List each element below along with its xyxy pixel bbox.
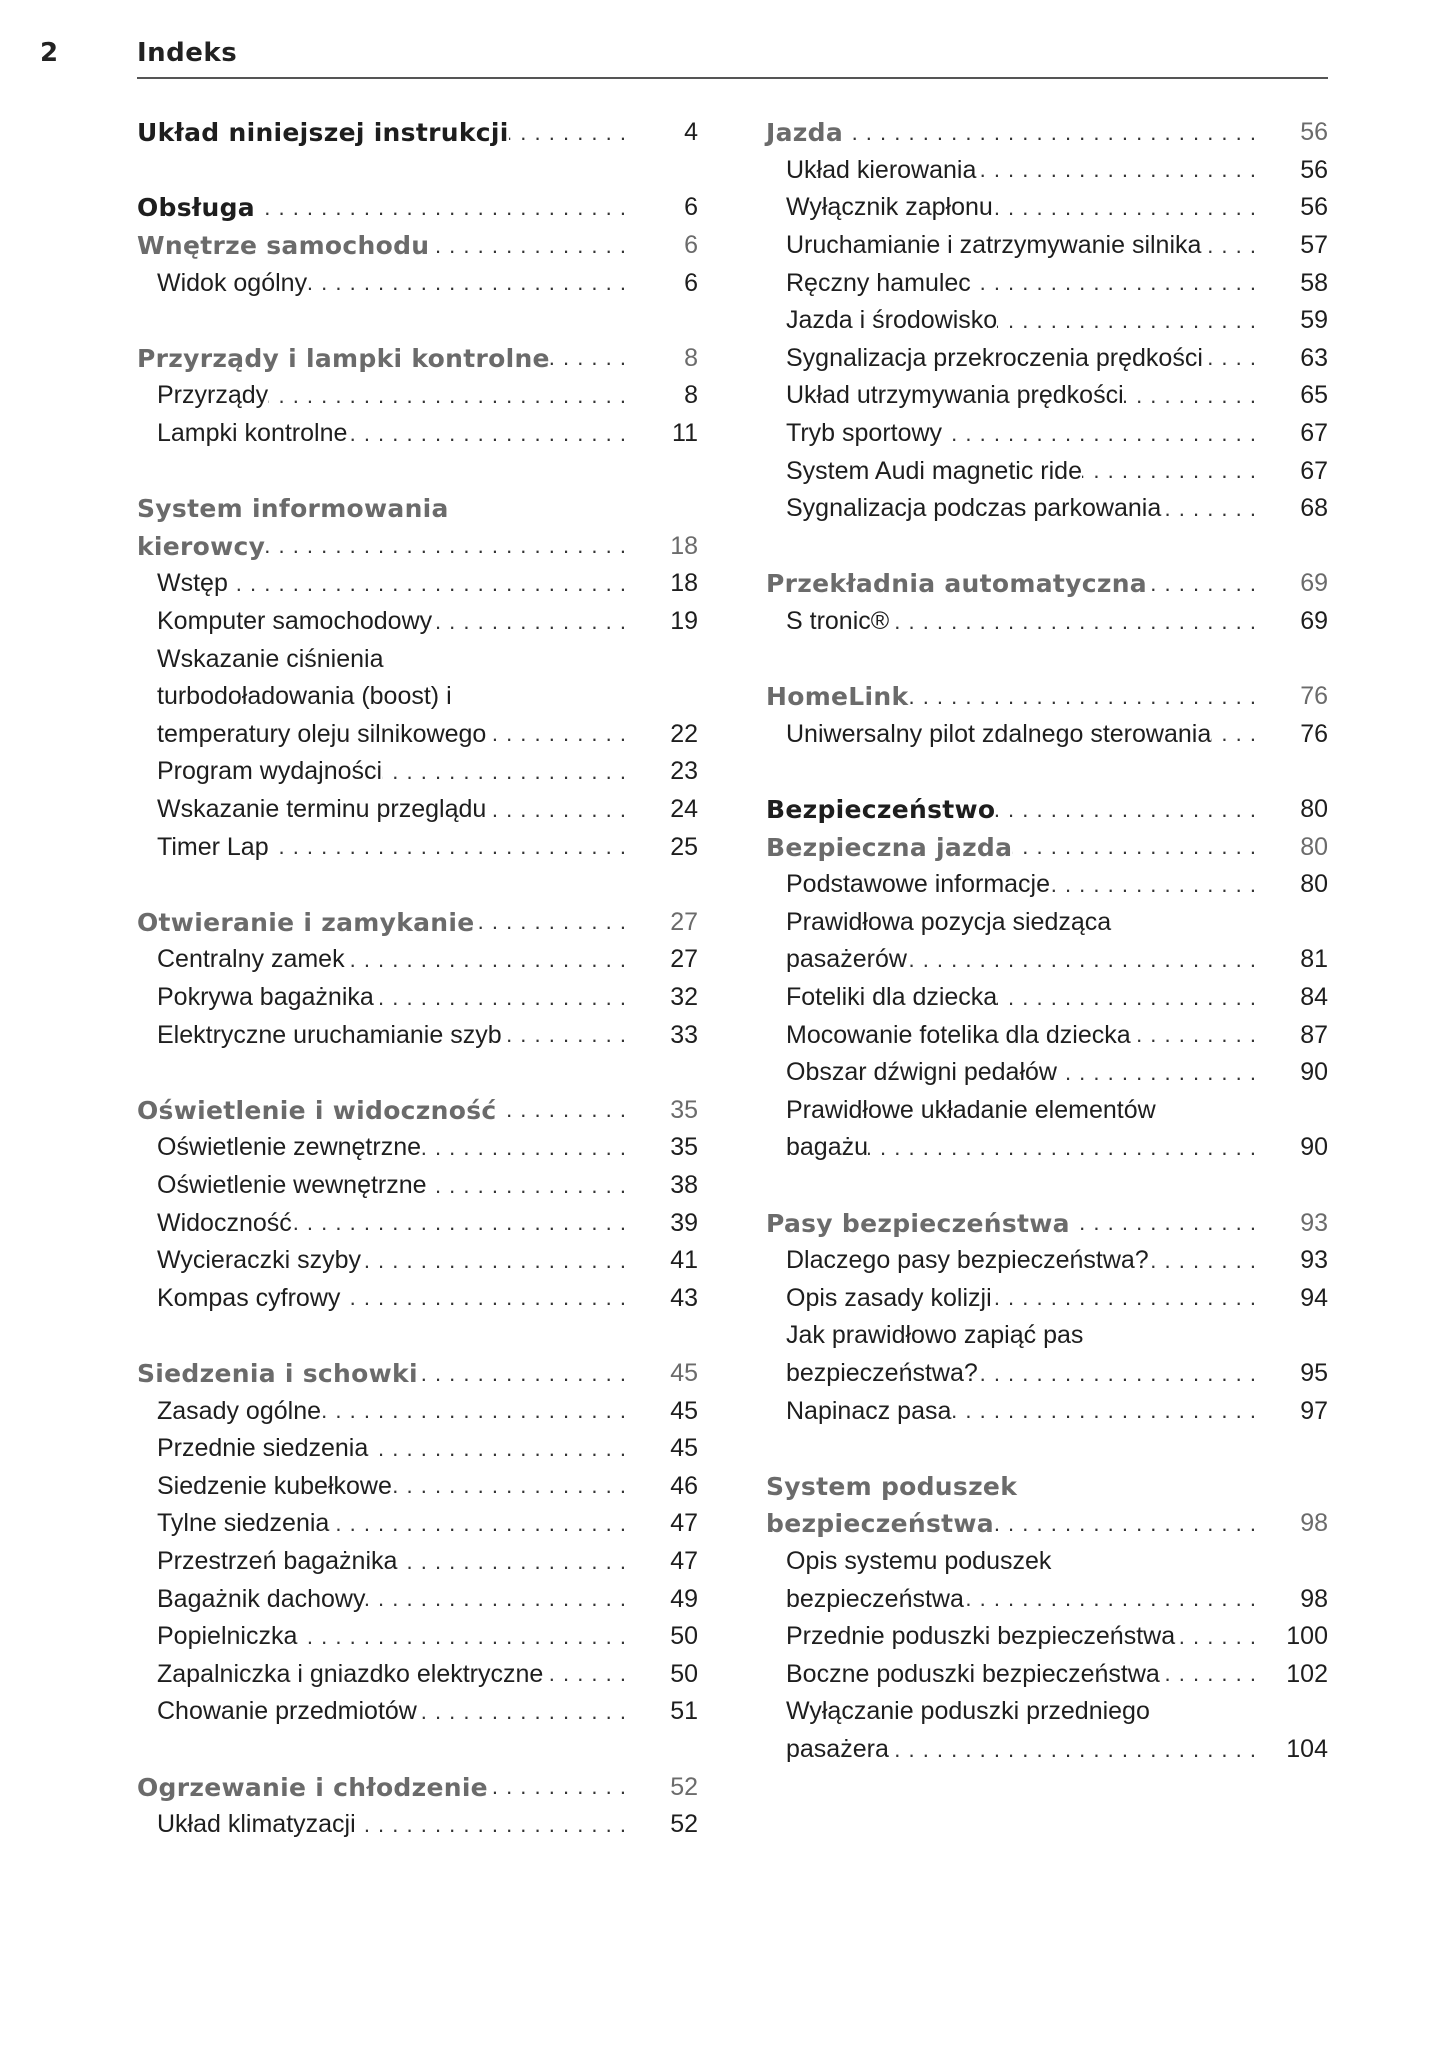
dot-leader	[340, 1285, 626, 1311]
toc-section-entry[interactable]	[766, 1505, 1328, 1543]
toc-entry[interactable]	[137, 565, 698, 603]
dot-leader	[432, 609, 626, 635]
dot-leader	[268, 383, 626, 409]
toc-page-number: 95	[1300, 1359, 1328, 1388]
toc-entry-title: Przyrządy	[157, 381, 269, 410]
dot-leader	[995, 797, 1256, 823]
toc-entry[interactable]	[137, 1430, 698, 1468]
toc-section-entry[interactable]	[766, 565, 1328, 603]
dot-leader	[255, 195, 626, 221]
toc-page-number: 27	[670, 945, 698, 974]
toc-entry[interactable]	[137, 1280, 698, 1318]
toc-entry[interactable]	[766, 904, 1328, 942]
toc-entry-title: Ogrzewanie i chłodzenie	[137, 1772, 488, 1802]
toc-entry[interactable]	[137, 678, 698, 716]
toc-page-number: 46	[670, 1471, 698, 1500]
toc-entry[interactable]	[137, 1505, 698, 1543]
dot-leader	[1175, 1624, 1256, 1650]
toc-page-number: 23	[670, 757, 698, 786]
dot-leader	[382, 759, 626, 785]
dot-leader	[992, 1285, 1256, 1311]
toc-page-number: 35	[670, 1133, 698, 1162]
toc-entry-title: Chowanie przedmiotów	[157, 1697, 417, 1726]
toc-entry[interactable]	[766, 1317, 1328, 1355]
toc-entry-title: pasażerów	[786, 945, 907, 974]
toc-entry[interactable]	[137, 640, 698, 678]
toc-page-number: 100	[1286, 1622, 1328, 1651]
toc-entry-title: Siedzenie kubełkowe	[157, 1471, 392, 1500]
toc-section-entry[interactable]	[137, 1355, 698, 1393]
dot-leader	[421, 1135, 626, 1161]
toc-section-entry[interactable]	[766, 828, 1328, 866]
toc-entry-title: Wycieraczki szyby	[157, 1246, 361, 1275]
toc-section-entry[interactable]	[766, 1204, 1328, 1242]
toc-entry-title: pasażera	[786, 1735, 889, 1764]
toc-page-number: 18	[670, 569, 698, 598]
toc-entry-title: Podstawowe informacje	[786, 870, 1051, 899]
dot-leader	[1124, 383, 1256, 409]
dot-leader	[1082, 458, 1256, 484]
dot-leader	[1201, 233, 1256, 259]
toc-entry-title: Timer Lap	[157, 832, 269, 861]
toc-section-entry[interactable]	[766, 791, 1328, 829]
toc-entry-title: Oświetlenie i widoczność	[137, 1095, 497, 1125]
toc-entry[interactable]	[137, 1618, 698, 1656]
toc-entry-title: Tryb sportowy	[786, 419, 943, 448]
dot-leader	[1012, 834, 1256, 860]
toc-section-entry[interactable]	[137, 1768, 698, 1806]
toc-entry-title: Widoczność	[157, 1208, 292, 1237]
toc-page-number: 52	[670, 1810, 698, 1839]
toc-entry[interactable]	[766, 490, 1328, 528]
toc-entry-title: Komputer samochodowy	[157, 607, 433, 636]
toc-entry[interactable]	[766, 1693, 1328, 1731]
toc-page-number: 47	[670, 1547, 698, 1576]
toc-entry[interactable]	[137, 941, 698, 979]
toc-entry-title: Oświetlenie wewnętrzne	[157, 1171, 427, 1200]
dot-leader	[889, 609, 1256, 635]
toc-entry[interactable]	[766, 1129, 1328, 1167]
toc-entry-title: Jazda i środowisko	[786, 306, 998, 335]
toc-entry[interactable]	[766, 302, 1328, 340]
toc-entry[interactable]	[766, 227, 1328, 265]
dot-leader	[486, 721, 626, 747]
toc-entry-title: Wskazanie terminu przeglądu	[157, 795, 487, 824]
dot-leader	[1050, 872, 1256, 898]
dot-leader	[993, 195, 1256, 221]
toc-entry-title: Kompas cyfrowy	[157, 1283, 341, 1312]
toc-entry-title: S tronic®	[786, 607, 890, 636]
dot-leader	[1147, 571, 1256, 597]
toc-entry-title: bezpieczeństwa?	[786, 1359, 978, 1388]
toc-entry-title: Jazda	[766, 118, 843, 148]
dot-leader	[997, 985, 1256, 1011]
toc-entry[interactable]	[766, 1580, 1328, 1618]
dot-leader	[1161, 496, 1256, 522]
toc-entry-title: Siedzenia i schowki	[137, 1359, 418, 1389]
dot-leader	[329, 1511, 626, 1537]
toc-entry[interactable]	[766, 1280, 1328, 1318]
toc-entry-title: Obszar dźwigni pedałów	[786, 1058, 1057, 1087]
toc-page-number: 65	[1300, 381, 1328, 410]
toc-page-number: 63	[1300, 343, 1328, 372]
toc-entry-title: System Audi magnetic ride	[786, 456, 1082, 485]
toc-page-number: 51	[670, 1697, 698, 1726]
dot-leader	[228, 571, 626, 597]
toc-entry[interactable]	[137, 377, 698, 415]
toc-page-number: 32	[670, 983, 698, 1012]
toc-page-number: 11	[672, 419, 698, 448]
toc-entry[interactable]	[137, 753, 698, 791]
toc-entry-title: Uniwersalny pilot zdalnego sterowania	[786, 719, 1212, 748]
toc-page-number: 35	[670, 1095, 698, 1124]
toc-section-entry[interactable]	[137, 114, 698, 152]
toc-page-number: 76	[1300, 682, 1328, 711]
toc-entry[interactable]	[766, 941, 1328, 979]
toc-entry-title: Zapalniczka i gniazdko elektryczne	[157, 1659, 544, 1688]
toc-entry-title: Przyrządy i lampki kontrolne	[137, 343, 550, 373]
toc-entry[interactable]	[766, 1092, 1328, 1130]
dot-leader	[307, 270, 626, 296]
toc-page-number: 24	[670, 795, 698, 824]
toc-page-number: 68	[1300, 494, 1328, 523]
toc-page-number: 43	[670, 1283, 698, 1312]
dot-leader	[361, 1248, 626, 1274]
toc-entry-title: HomeLink	[766, 682, 909, 712]
toc-page-number: 104	[1286, 1735, 1328, 1764]
toc-page-number: 50	[670, 1659, 698, 1688]
toc-entry[interactable]	[766, 1618, 1328, 1656]
dot-leader	[417, 1699, 626, 1725]
toc-page-number: 6	[684, 231, 698, 260]
dot-leader	[292, 1210, 626, 1236]
dot-leader	[486, 797, 626, 823]
dot-leader	[907, 947, 1256, 973]
dot-leader	[321, 1398, 626, 1424]
toc-page-number: 18	[670, 531, 698, 560]
dot-leader	[843, 120, 1256, 146]
toc-entry-title: Centralny zamek	[157, 945, 345, 974]
toc-entry-title: Układ klimatyzacji	[157, 1810, 356, 1839]
toc-entry[interactable]	[766, 866, 1328, 904]
dot-leader	[368, 1436, 626, 1462]
toc-entry-title: System informowania	[137, 494, 449, 524]
toc-entry-title: Sygnalizacja podczas parkowania	[786, 494, 1162, 523]
toc-entry-title: Sygnalizacja przekroczenia prędkości	[786, 343, 1203, 372]
toc-entry-title: Wyłącznik zapłonu	[786, 193, 993, 222]
toc-entry-title: bezpieczeństwa	[786, 1584, 964, 1613]
toc-page-number: 90	[1300, 1133, 1328, 1162]
toc-entry[interactable]	[766, 152, 1328, 190]
dot-leader	[347, 421, 626, 447]
dot-leader	[889, 1737, 1256, 1763]
toc-page-number: 56	[1300, 193, 1328, 222]
toc-section-entry[interactable]	[137, 490, 698, 528]
toc-entry-title: bezpieczeństwa	[766, 1509, 994, 1539]
toc-page-number: 93	[1300, 1246, 1328, 1275]
toc-entry[interactable]	[766, 1242, 1328, 1280]
dot-leader	[1057, 1060, 1256, 1086]
toc-page-number: 56	[1300, 118, 1328, 147]
toc-entry[interactable]	[137, 1167, 698, 1205]
toc-entry[interactable]	[766, 716, 1328, 754]
toc-page-number: 90	[1300, 1058, 1328, 1087]
toc-page-number: 98	[1300, 1584, 1328, 1613]
toc-entry-title: Przednie siedzenia	[157, 1434, 369, 1463]
toc-entry[interactable]	[137, 791, 698, 829]
toc-entry-title: Układ niniejszej instrukcji	[137, 118, 509, 148]
toc-entry-title: Otwieranie i zamykanie	[137, 907, 475, 937]
dot-leader	[868, 1135, 1256, 1161]
toc-entry-title: temperatury oleju silnikowego	[157, 719, 487, 748]
toc-entry-title: Układ kierowania	[786, 155, 977, 184]
toc-page-number: 19	[670, 607, 698, 636]
toc-entry-title: Ręczny hamulec	[786, 268, 971, 297]
dot-leader	[297, 1624, 626, 1650]
toc-entry[interactable]	[137, 1392, 698, 1430]
toc-entry-title: Tylne siedzenia	[157, 1509, 330, 1538]
toc-entry[interactable]	[766, 452, 1328, 490]
toc-page-number: 84	[1300, 983, 1328, 1012]
toc-page-number: 94	[1300, 1283, 1328, 1312]
toc-entry-title: Dlaczego pasy bezpieczeństwa?	[786, 1246, 1149, 1275]
dot-leader	[475, 909, 626, 935]
toc-entry[interactable]	[766, 340, 1328, 378]
toc-entry-title: Pokrywa bagażnika	[157, 983, 374, 1012]
toc-entry[interactable]	[766, 1355, 1328, 1393]
toc-entry[interactable]	[137, 1656, 698, 1694]
toc-page-number: 41	[670, 1246, 698, 1275]
dot-leader	[502, 1022, 626, 1048]
toc-entry[interactable]	[137, 1468, 698, 1506]
toc-section-entry[interactable]	[766, 1468, 1328, 1506]
toc-entry[interactable]	[137, 1543, 698, 1581]
toc-entry-title: Przednie poduszki bezpieczeństwa	[786, 1622, 1176, 1651]
dot-leader	[392, 1473, 626, 1499]
toc-entry[interactable]	[766, 189, 1328, 227]
toc-page-number: 6	[684, 193, 698, 222]
dot-leader	[265, 533, 626, 559]
toc-page-number: 49	[670, 1584, 698, 1613]
toc-page-number: 45	[670, 1396, 698, 1425]
dot-leader	[427, 1173, 626, 1199]
toc-entry-title: Przekładnia automatyczna	[766, 569, 1147, 599]
toc-entry-title: Wyłączanie poduszki przedniego	[786, 1697, 1150, 1726]
toc-section-entry[interactable]	[137, 528, 698, 566]
toc-entry-title: Prawidłowe układanie elementów	[786, 1095, 1156, 1124]
toc-page-number: 76	[1300, 719, 1328, 748]
toc-entry-title: Program wydajności	[157, 757, 383, 786]
toc-page-number: 38	[670, 1171, 698, 1200]
dot-leader	[1070, 1210, 1256, 1236]
toc-page-number: 6	[684, 268, 698, 297]
toc-entry-title: Boczne poduszki bezpieczeństwa	[786, 1659, 1160, 1688]
toc-page-number: 33	[670, 1020, 698, 1049]
toc-page-number: 4	[684, 118, 698, 147]
toc-entry[interactable]	[137, 1204, 698, 1242]
dot-leader	[509, 120, 626, 146]
toc-entry-title: Układ utrzymywania prędkości	[786, 381, 1124, 410]
toc-entry-title: Napinacz pasa	[786, 1396, 952, 1425]
toc-page-number: 67	[1300, 456, 1328, 485]
toc-entry-title: Popielniczka	[157, 1622, 298, 1651]
toc-entry-title: Przestrzeń bagażnika	[157, 1547, 398, 1576]
dot-leader	[942, 421, 1256, 447]
dot-leader	[345, 947, 626, 973]
toc-entry-title: Mocowanie fotelika dla dziecka	[786, 1020, 1131, 1049]
toc-page-number: 98	[1300, 1509, 1328, 1538]
toc-entry-title: Pasy bezpieczeństwa	[766, 1208, 1070, 1238]
dot-leader	[397, 1549, 626, 1575]
dot-leader	[1149, 1248, 1256, 1274]
toc-page-number: 69	[1300, 607, 1328, 636]
toc-page-number: 80	[1300, 795, 1328, 824]
dot-leader	[994, 1511, 1256, 1537]
toc-page-number: 8	[684, 343, 698, 372]
toc-section-entry[interactable]	[137, 189, 698, 227]
toc-entry-title: Lampki kontrolne	[157, 419, 348, 448]
dot-leader	[976, 157, 1256, 183]
toc-entry-title: Foteliki dla dziecka	[786, 983, 998, 1012]
page-number: 2	[40, 38, 59, 68]
toc-entry[interactable]	[137, 828, 698, 866]
dot-leader	[951, 1398, 1256, 1424]
page-title: Indeks	[137, 38, 238, 68]
toc-entry-title: Wnętrze samochodu	[137, 231, 430, 261]
toc-entry[interactable]	[766, 377, 1328, 415]
toc-section-entry[interactable]	[137, 227, 698, 265]
toc-entry-title: kierowcy	[137, 531, 266, 561]
toc-page-number: 57	[1300, 231, 1328, 260]
toc-page-number: 45	[670, 1434, 698, 1463]
toc-page-number: 80	[1300, 832, 1328, 861]
toc-section-entry[interactable]	[137, 904, 698, 942]
toc-section-entry[interactable]	[137, 340, 698, 378]
toc-entry[interactable]	[137, 979, 698, 1017]
toc-page-number: 52	[670, 1772, 698, 1801]
dot-leader	[497, 1097, 626, 1123]
toc-page-number: 47	[670, 1509, 698, 1538]
toc-entry[interactable]	[766, 1656, 1328, 1694]
dot-leader	[1203, 345, 1256, 371]
toc-entry-title: Wskazanie ciśnienia	[157, 644, 384, 673]
toc-page-number: 50	[670, 1622, 698, 1651]
toc-page-number: 87	[1300, 1020, 1328, 1049]
toc-section-entry[interactable]	[766, 114, 1328, 152]
toc-entry-title: Bagażnik dachowy	[157, 1584, 366, 1613]
dot-leader	[269, 834, 626, 860]
toc-page-number: 27	[670, 907, 698, 936]
toc-page-number: 93	[1300, 1208, 1328, 1237]
toc-page-number: 8	[684, 381, 698, 410]
toc-entry-title: Elektryczne uruchamianie szyb	[157, 1020, 502, 1049]
toc-entry[interactable]	[137, 264, 698, 302]
toc-page-number: 56	[1300, 155, 1328, 184]
toc-entry[interactable]	[137, 603, 698, 641]
toc-page-number: 45	[670, 1359, 698, 1388]
toc-entry[interactable]	[766, 979, 1328, 1017]
toc-entry[interactable]	[137, 1806, 698, 1844]
toc-entry[interactable]	[137, 716, 698, 754]
toc-entry[interactable]	[766, 1054, 1328, 1092]
toc-entry-title: Bezpieczna jazda	[766, 832, 1013, 862]
toc-entry-title: Bezpieczeństwo	[766, 795, 996, 825]
toc-page-number: 69	[1300, 569, 1328, 598]
toc-entry[interactable]	[766, 1392, 1328, 1430]
dot-leader	[1131, 1022, 1256, 1048]
dot-leader	[365, 1586, 626, 1612]
toc-page-number: 67	[1300, 419, 1328, 448]
toc-page-number: 102	[1286, 1659, 1328, 1688]
toc-entry[interactable]	[766, 1016, 1328, 1054]
toc-section-entry[interactable]	[137, 1092, 698, 1130]
dot-leader	[1211, 721, 1256, 747]
dot-leader	[356, 1812, 626, 1838]
dot-leader	[908, 684, 1256, 710]
toc-entry-title: Wstęp	[157, 569, 228, 598]
dot-leader	[543, 1661, 626, 1687]
toc-page-number: 25	[670, 832, 698, 861]
toc-entry-title: turbodoładowania (boost) i	[157, 682, 452, 711]
toc-entry[interactable]	[766, 603, 1328, 641]
toc-page-number: 81	[1300, 945, 1328, 974]
dot-leader	[429, 233, 626, 259]
dot-leader	[971, 270, 1256, 296]
toc-entry-title: Obsługa	[137, 193, 255, 223]
toc-entry[interactable]	[137, 415, 698, 453]
toc-entry[interactable]	[137, 1580, 698, 1618]
toc-entry[interactable]	[137, 1129, 698, 1167]
toc-entry[interactable]	[766, 415, 1328, 453]
toc-entry[interactable]	[137, 1016, 698, 1054]
dot-leader	[964, 1586, 1256, 1612]
toc-entry-title: Oświetlenie zewnętrzne	[157, 1133, 422, 1162]
toc-entry-title: Opis zasady kolizji	[786, 1283, 992, 1312]
toc-entry-title: System poduszek	[766, 1471, 1018, 1501]
dot-leader	[978, 1361, 1256, 1387]
toc-entry[interactable]	[137, 1242, 698, 1280]
toc-page-number: 80	[1300, 870, 1328, 899]
toc-entry-title: Jak prawidłowo zapiąć pas	[786, 1321, 1084, 1350]
toc-entry-title: bagażu	[786, 1133, 869, 1162]
dot-leader	[997, 308, 1256, 334]
toc-page-number: 59	[1300, 306, 1328, 335]
toc-page-number: 58	[1300, 268, 1328, 297]
dot-leader	[374, 985, 626, 1011]
toc-entry[interactable]	[766, 1543, 1328, 1581]
dot-leader	[1160, 1661, 1256, 1687]
toc-entry-title: Widok ogólny	[157, 268, 308, 297]
toc-entry[interactable]	[137, 1693, 698, 1731]
toc-page-number: 97	[1300, 1396, 1328, 1425]
toc-entry-title: Prawidłowa pozycja siedząca	[786, 907, 1112, 936]
dot-leader	[550, 345, 626, 371]
dot-leader	[488, 1774, 626, 1800]
header-rule	[137, 77, 1328, 79]
toc-section-entry[interactable]	[766, 678, 1328, 716]
toc-page-number: 39	[670, 1208, 698, 1237]
toc-entry[interactable]	[766, 1731, 1328, 1769]
toc-entry[interactable]	[766, 264, 1328, 302]
toc-page-number: 22	[670, 719, 698, 748]
toc-entry-title: Zasady ogólne	[157, 1396, 322, 1425]
toc-entry-title: Uruchamianie i zatrzymywanie silnika	[786, 231, 1202, 260]
dot-leader	[418, 1361, 626, 1387]
toc-entry-title: Opis systemu poduszek	[786, 1547, 1052, 1576]
